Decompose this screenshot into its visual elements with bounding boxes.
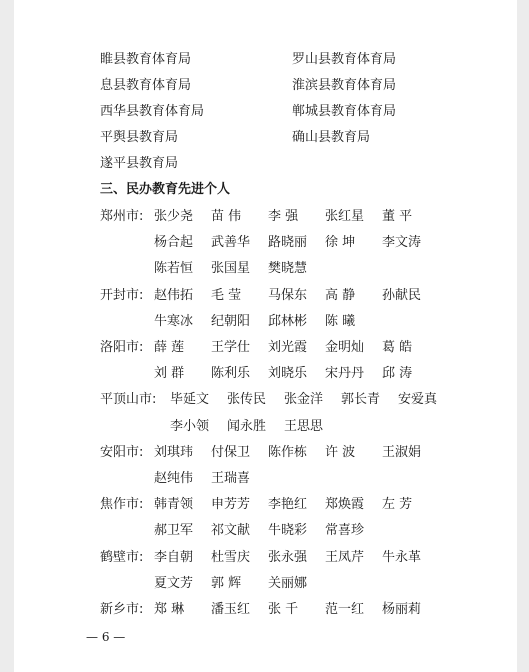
person-name: 王淑娟 [382, 445, 422, 460]
person-name: 刘琪玮 [154, 445, 194, 460]
person-name: 韩青领 [154, 497, 194, 512]
person-name: 王瑞喜 [211, 471, 251, 486]
person-name: 金明灿 [325, 340, 365, 355]
person-name: 葛 皓 [382, 340, 413, 355]
person-name: 陈利乐 [211, 366, 251, 381]
person-name: 李自朝 [154, 550, 194, 565]
document-page [14, 0, 517, 672]
city-label: 洛阳市: [100, 340, 144, 355]
person-name: 张 千 [268, 602, 299, 617]
person-name: 王学仕 [211, 340, 251, 355]
person-name: 牛永革 [382, 550, 422, 565]
person-name: 高 静 [325, 288, 356, 303]
bureau-name: 西华县教育体育局 [100, 104, 205, 119]
person-name: 郭长青 [341, 392, 381, 407]
person-name: 王思思 [284, 419, 324, 434]
person-name: 郑 琳 [154, 602, 185, 617]
person-name: 邱 涛 [382, 366, 413, 381]
person-name: 常喜珍 [325, 523, 365, 538]
person-name: 左 芳 [382, 497, 413, 512]
bureau-name: 确山县教育局 [292, 130, 371, 145]
person-name: 祁文献 [211, 523, 251, 538]
bureau-name: 平舆县教育局 [100, 130, 179, 145]
person-name: 郑焕霞 [325, 497, 365, 512]
person-name: 陈若恒 [154, 261, 194, 276]
person-name: 付保卫 [211, 445, 251, 460]
bureau-name: 郸城县教育体育局 [292, 104, 397, 119]
person-name: 张红星 [325, 209, 365, 224]
person-name: 郝卫军 [154, 523, 194, 538]
person-name: 刘晓乐 [268, 366, 308, 381]
city-label: 焦作市: [100, 497, 144, 512]
person-name: 邱林彬 [268, 314, 308, 329]
person-name: 李文涛 [382, 235, 422, 250]
person-name: 刘 群 [154, 366, 185, 381]
person-name: 安爱真 [398, 392, 438, 407]
person-name: 潘玉红 [211, 602, 251, 617]
person-name: 郭 辉 [211, 576, 242, 591]
person-name: 苗 伟 [211, 209, 242, 224]
person-name: 杨合起 [154, 235, 194, 250]
section-heading: 三、民办教育先进个人 [100, 182, 231, 197]
person-name: 纪朝阳 [211, 314, 251, 329]
person-name: 张金洋 [284, 392, 324, 407]
person-name: 牛晓彩 [268, 523, 308, 538]
person-name: 李 强 [268, 209, 299, 224]
person-name: 董 平 [382, 209, 413, 224]
person-name: 李艳红 [268, 497, 308, 512]
person-name: 闻永胜 [227, 419, 267, 434]
person-name: 马保东 [268, 288, 308, 303]
person-name: 牛寒冰 [154, 314, 194, 329]
person-name: 薛 莲 [154, 340, 185, 355]
bureau-name: 遂平县教育局 [100, 156, 179, 171]
person-name: 关丽娜 [268, 576, 308, 591]
person-name: 张国星 [211, 261, 251, 276]
bureau-name: 睢县教育体育局 [100, 52, 192, 67]
person-name: 刘光霞 [268, 340, 308, 355]
person-name: 赵伟拓 [154, 288, 194, 303]
person-name: 申芳芳 [211, 497, 251, 512]
person-name: 张少尧 [154, 209, 194, 224]
city-label: 鹤壁市: [100, 550, 144, 565]
person-name: 张永强 [268, 550, 308, 565]
person-name: 毛 莹 [211, 288, 242, 303]
person-name: 樊晓慧 [268, 261, 308, 276]
person-name: 路晓丽 [268, 235, 308, 250]
person-name: 武善华 [211, 235, 251, 250]
city-label: 安阳市: [100, 445, 144, 460]
bureau-name: 罗山县教育体育局 [292, 52, 397, 67]
person-name: 杜雪庆 [211, 550, 251, 565]
city-label: 开封市: [100, 288, 144, 303]
page-number: — 6 — [86, 630, 126, 644]
person-name: 赵纯伟 [154, 471, 194, 486]
person-name: 陈 曦 [325, 314, 356, 329]
city-label: 郑州市: [100, 209, 144, 224]
bureau-name: 淮滨县教育体育局 [292, 78, 397, 93]
person-name: 许 波 [325, 445, 356, 460]
person-name: 陈作栋 [268, 445, 308, 460]
person-name: 王凤芹 [325, 550, 365, 565]
person-name: 李小领 [170, 419, 210, 434]
person-name: 徐 坤 [325, 235, 356, 250]
person-name: 宋丹丹 [325, 366, 365, 381]
person-name: 张传民 [227, 392, 267, 407]
person-name: 毕延文 [170, 392, 210, 407]
city-label: 新乡市: [100, 602, 144, 617]
bureau-name: 息县教育体育局 [100, 78, 192, 93]
person-name: 夏文芳 [154, 576, 194, 591]
person-name: 孙献民 [382, 288, 422, 303]
person-name: 范一红 [325, 602, 365, 617]
city-label: 平顶山市: [100, 392, 157, 407]
person-name: 杨丽莉 [382, 602, 422, 617]
